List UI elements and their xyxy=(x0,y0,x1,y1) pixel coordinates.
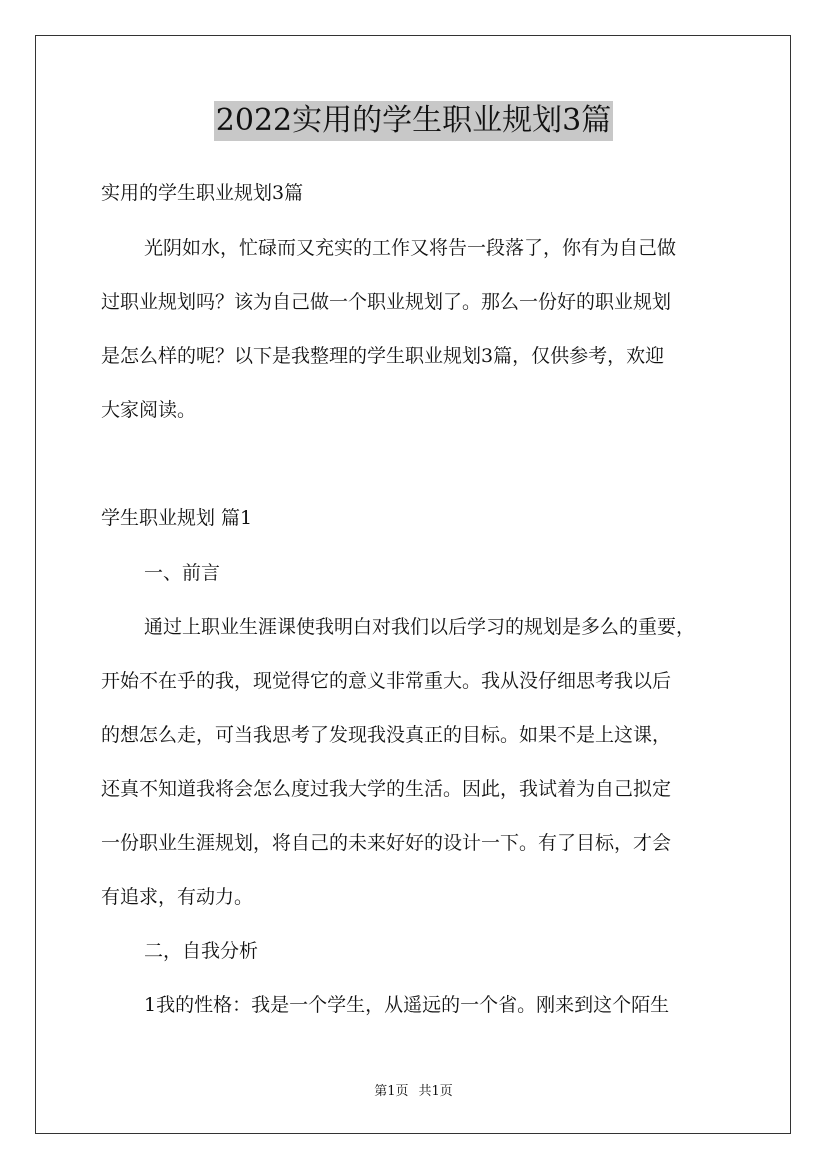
intro-line-3: 是怎么样的呢？以下是我整理的学生职业规划3篇，仅供参考，欢迎 xyxy=(101,345,665,367)
intro-line-1: 光阴如水，忙碌而又充实的工作又将告一段落了，你有为自己做 xyxy=(144,237,677,259)
paragraph-2-line-1: 1我的性格：我是一个学生，从遥远的一个省。刚来到这个陌生 xyxy=(144,994,670,1016)
page-total: 共1页 xyxy=(418,1084,453,1099)
document-title: 2022实用的学生职业规划3篇 xyxy=(214,101,613,141)
page-number: 第1页 xyxy=(374,1084,409,1099)
paragraph-1-line-2: 开始不在乎的我，现觉得它的意义非常重大。我从没仔细思考我以后 xyxy=(101,670,672,692)
page-footer xyxy=(0,1083,827,1101)
paragraph-1-line-1: 通过上职业生涯课使我明白对我们以后学习的规划是多么的重要， xyxy=(144,616,696,638)
section-heading: 学生职业规划 篇1 xyxy=(101,507,253,529)
title-container xyxy=(0,101,827,141)
paragraph-1-line-4: 还真不知道我将会怎么度过我大学的生活。因此，我试着为自己拟定 xyxy=(101,778,672,800)
paragraph-1-line-5: 一份职业生涯规划，将自己的未来好好的设计一下。有了目标，才会 xyxy=(101,832,672,854)
intro-line-2: 过职业规划吗？该为自己做一个职业规划了。那么一份好的职业规划 xyxy=(101,291,672,313)
document-subtitle: 实用的学生职业规划3篇 xyxy=(101,182,304,204)
heading-self-analysis: 二，自我分析 xyxy=(144,940,259,962)
paragraph-1-line-6: 有追求，有动力。 xyxy=(101,886,254,908)
heading-preface: 一、前言 xyxy=(144,562,221,584)
paragraph-1-line-3: 的想怎么走，可当我思考了发现我没真正的目标。如果不是上这课， xyxy=(101,724,672,746)
intro-line-4: 大家阅读。 xyxy=(101,399,197,421)
